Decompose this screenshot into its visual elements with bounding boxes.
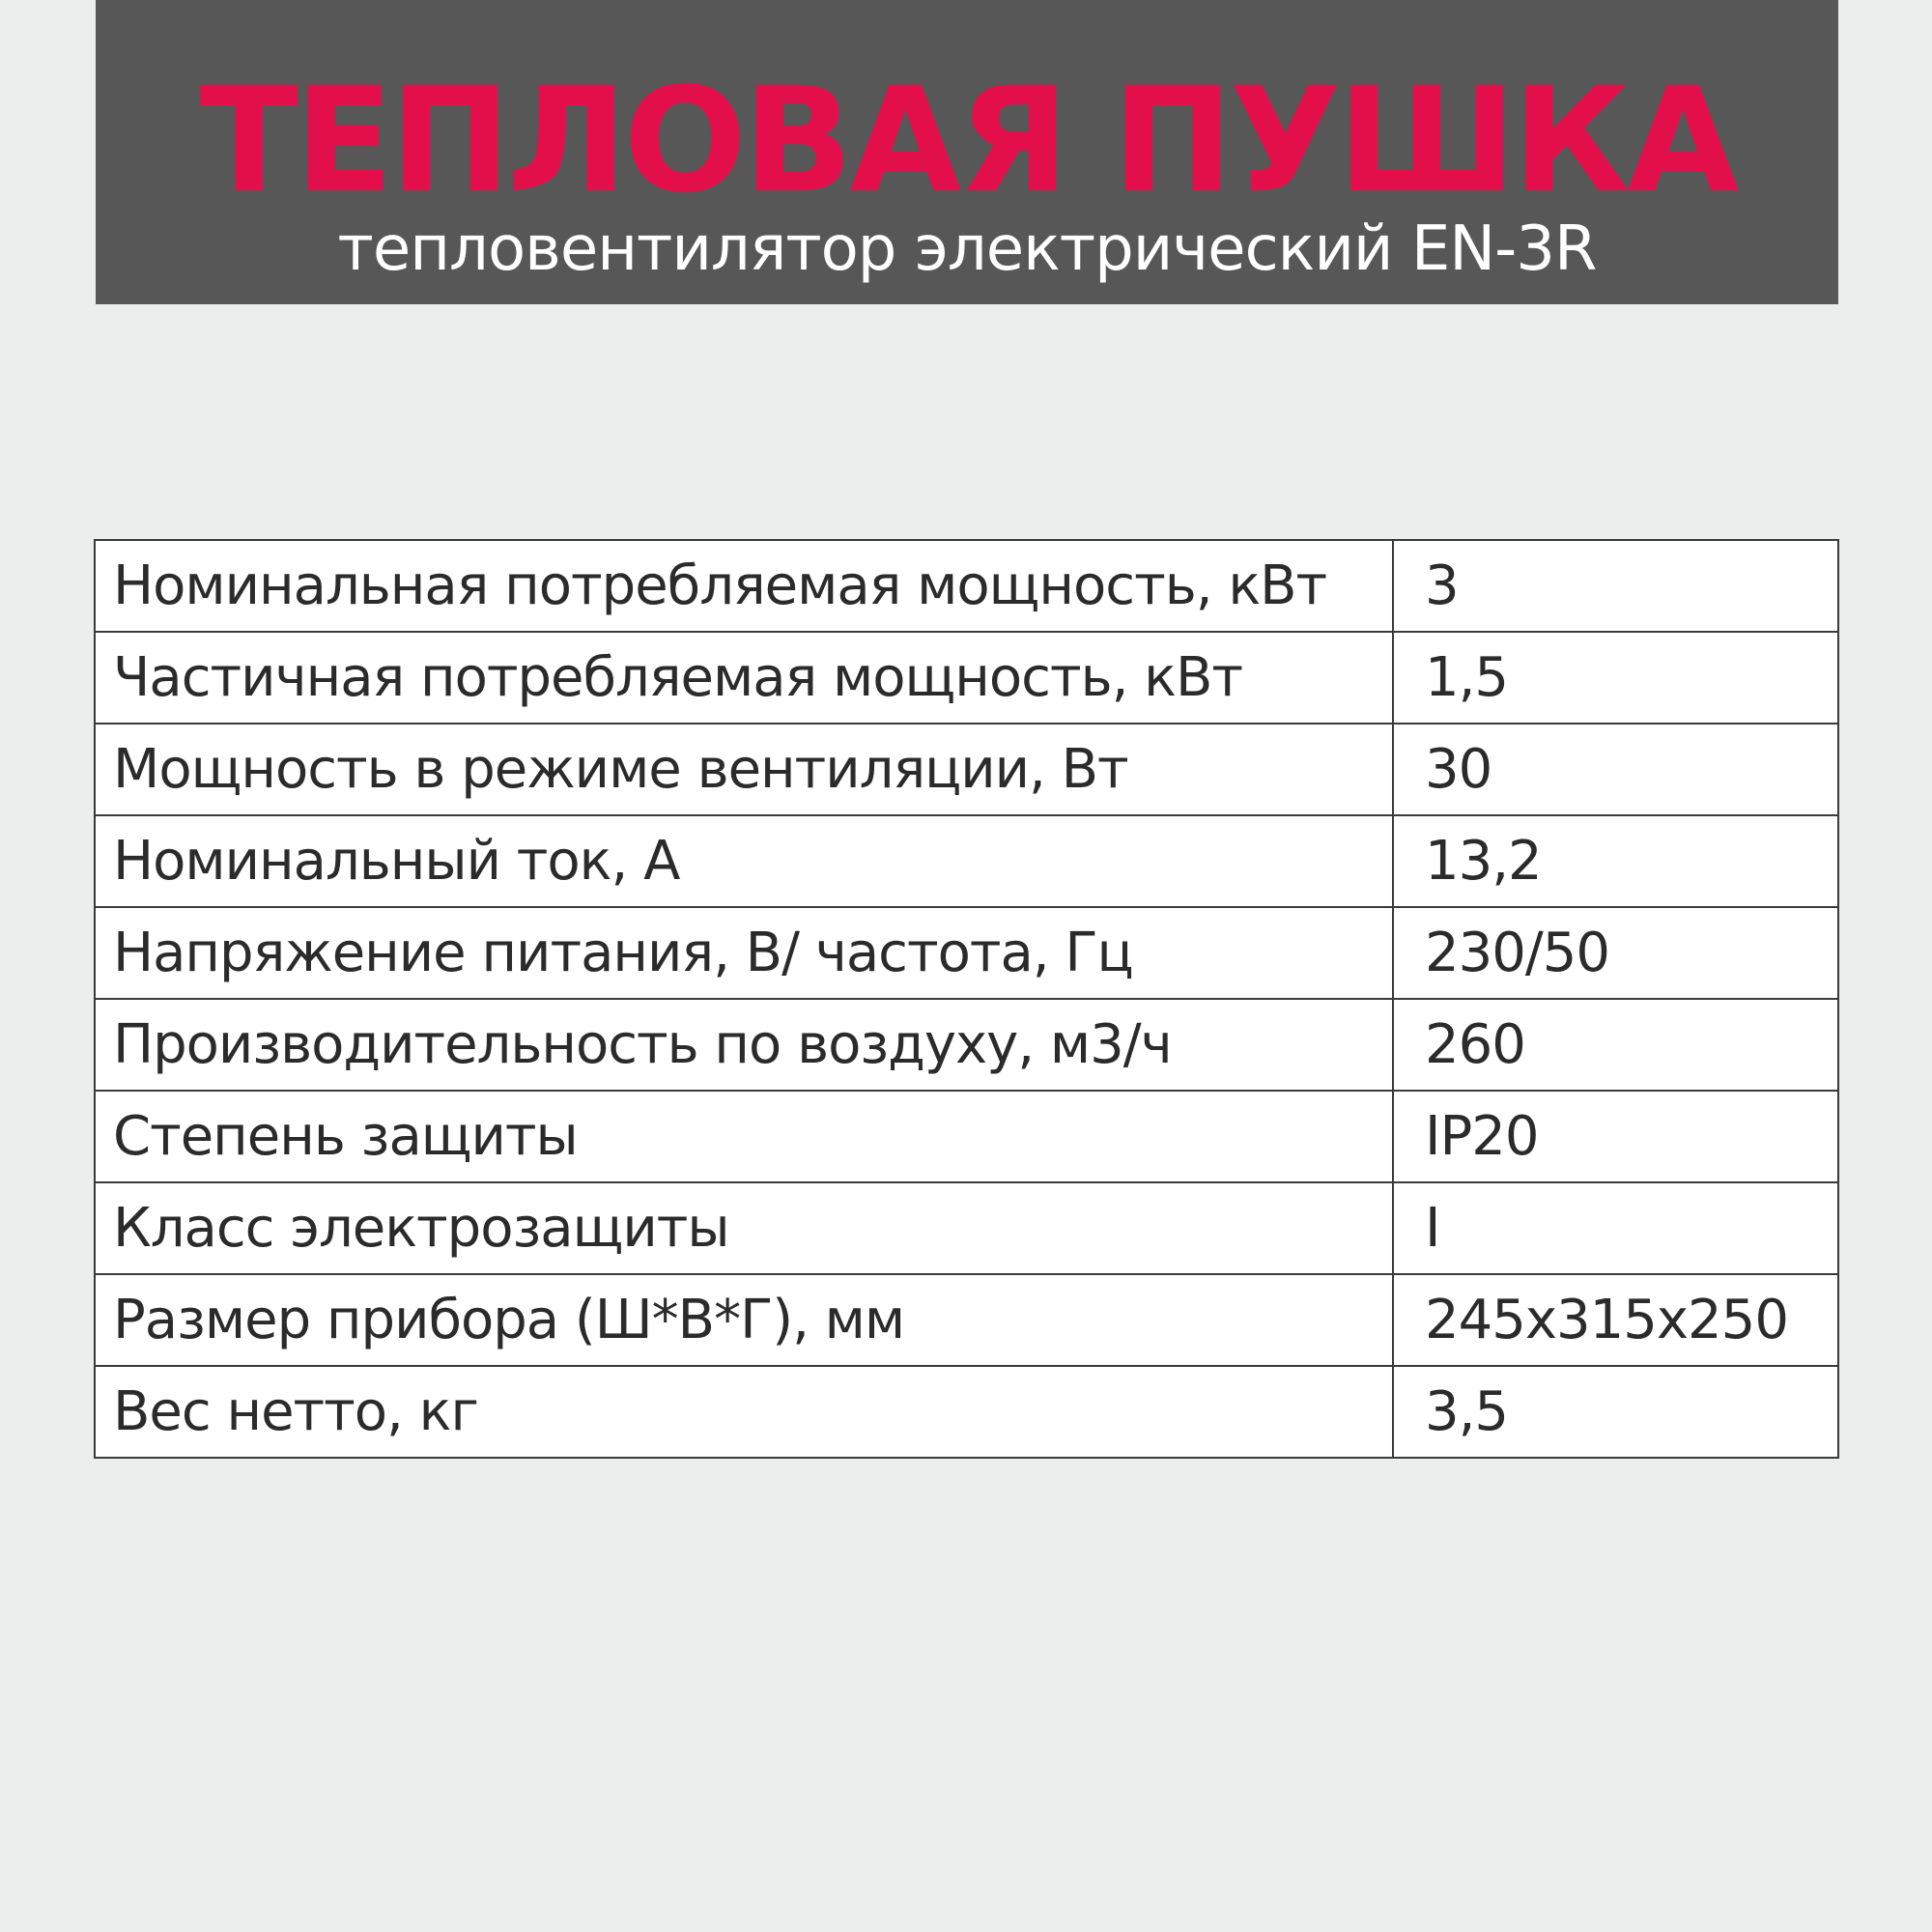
product-title: ТЕПЛОВАЯ ПУШКА	[199, 57, 1735, 225]
table-row	[95, 724, 1838, 815]
table-row	[95, 540, 1838, 632]
product-subtitle: тепловентилятор электрический EN-3R	[337, 213, 1597, 285]
spec-value: 3	[1393, 540, 1838, 632]
table-row	[95, 999, 1838, 1091]
spec-param: Класс электрозащиты	[95, 1182, 1393, 1274]
spec-param: Степень защиты	[95, 1091, 1393, 1182]
spec-param: Частичная потребляемая мощность, кВт	[95, 632, 1393, 724]
spec-value: 13,2	[1393, 815, 1838, 907]
spec-value: IP20	[1393, 1091, 1838, 1182]
spec-param: Вес нетто, кг	[95, 1366, 1393, 1458]
table-row	[95, 1274, 1838, 1366]
spec-param: Мощность в режиме вентиляции, Вт	[95, 724, 1393, 815]
spec-param: Номинальная потребляемая мощность, кВт	[95, 540, 1393, 632]
spec-param: Производительность по воздуху, м3/ч	[95, 999, 1393, 1091]
spec-value: 1,5	[1393, 632, 1838, 724]
spec-table	[94, 539, 1839, 1459]
spec-value: 3,5	[1393, 1366, 1838, 1458]
spec-value: I	[1393, 1182, 1838, 1274]
table-row	[95, 1091, 1838, 1182]
spec-value: 230/50	[1393, 907, 1838, 999]
spec-value: 260	[1393, 999, 1838, 1091]
spec-value: 30	[1393, 724, 1838, 815]
table-row	[95, 632, 1838, 724]
table-row	[95, 1182, 1838, 1274]
header-banner	[96, 0, 1838, 304]
table-row	[95, 815, 1838, 907]
spec-value: 245x315x250	[1393, 1274, 1838, 1366]
table-row	[95, 1366, 1838, 1458]
spec-param: Номинальный ток, А	[95, 815, 1393, 907]
spec-param: Напряжение питания, В/ частота, Гц	[95, 907, 1393, 999]
spec-param: Размер прибора (Ш*В*Г), мм	[95, 1274, 1393, 1366]
table-row	[95, 907, 1838, 999]
